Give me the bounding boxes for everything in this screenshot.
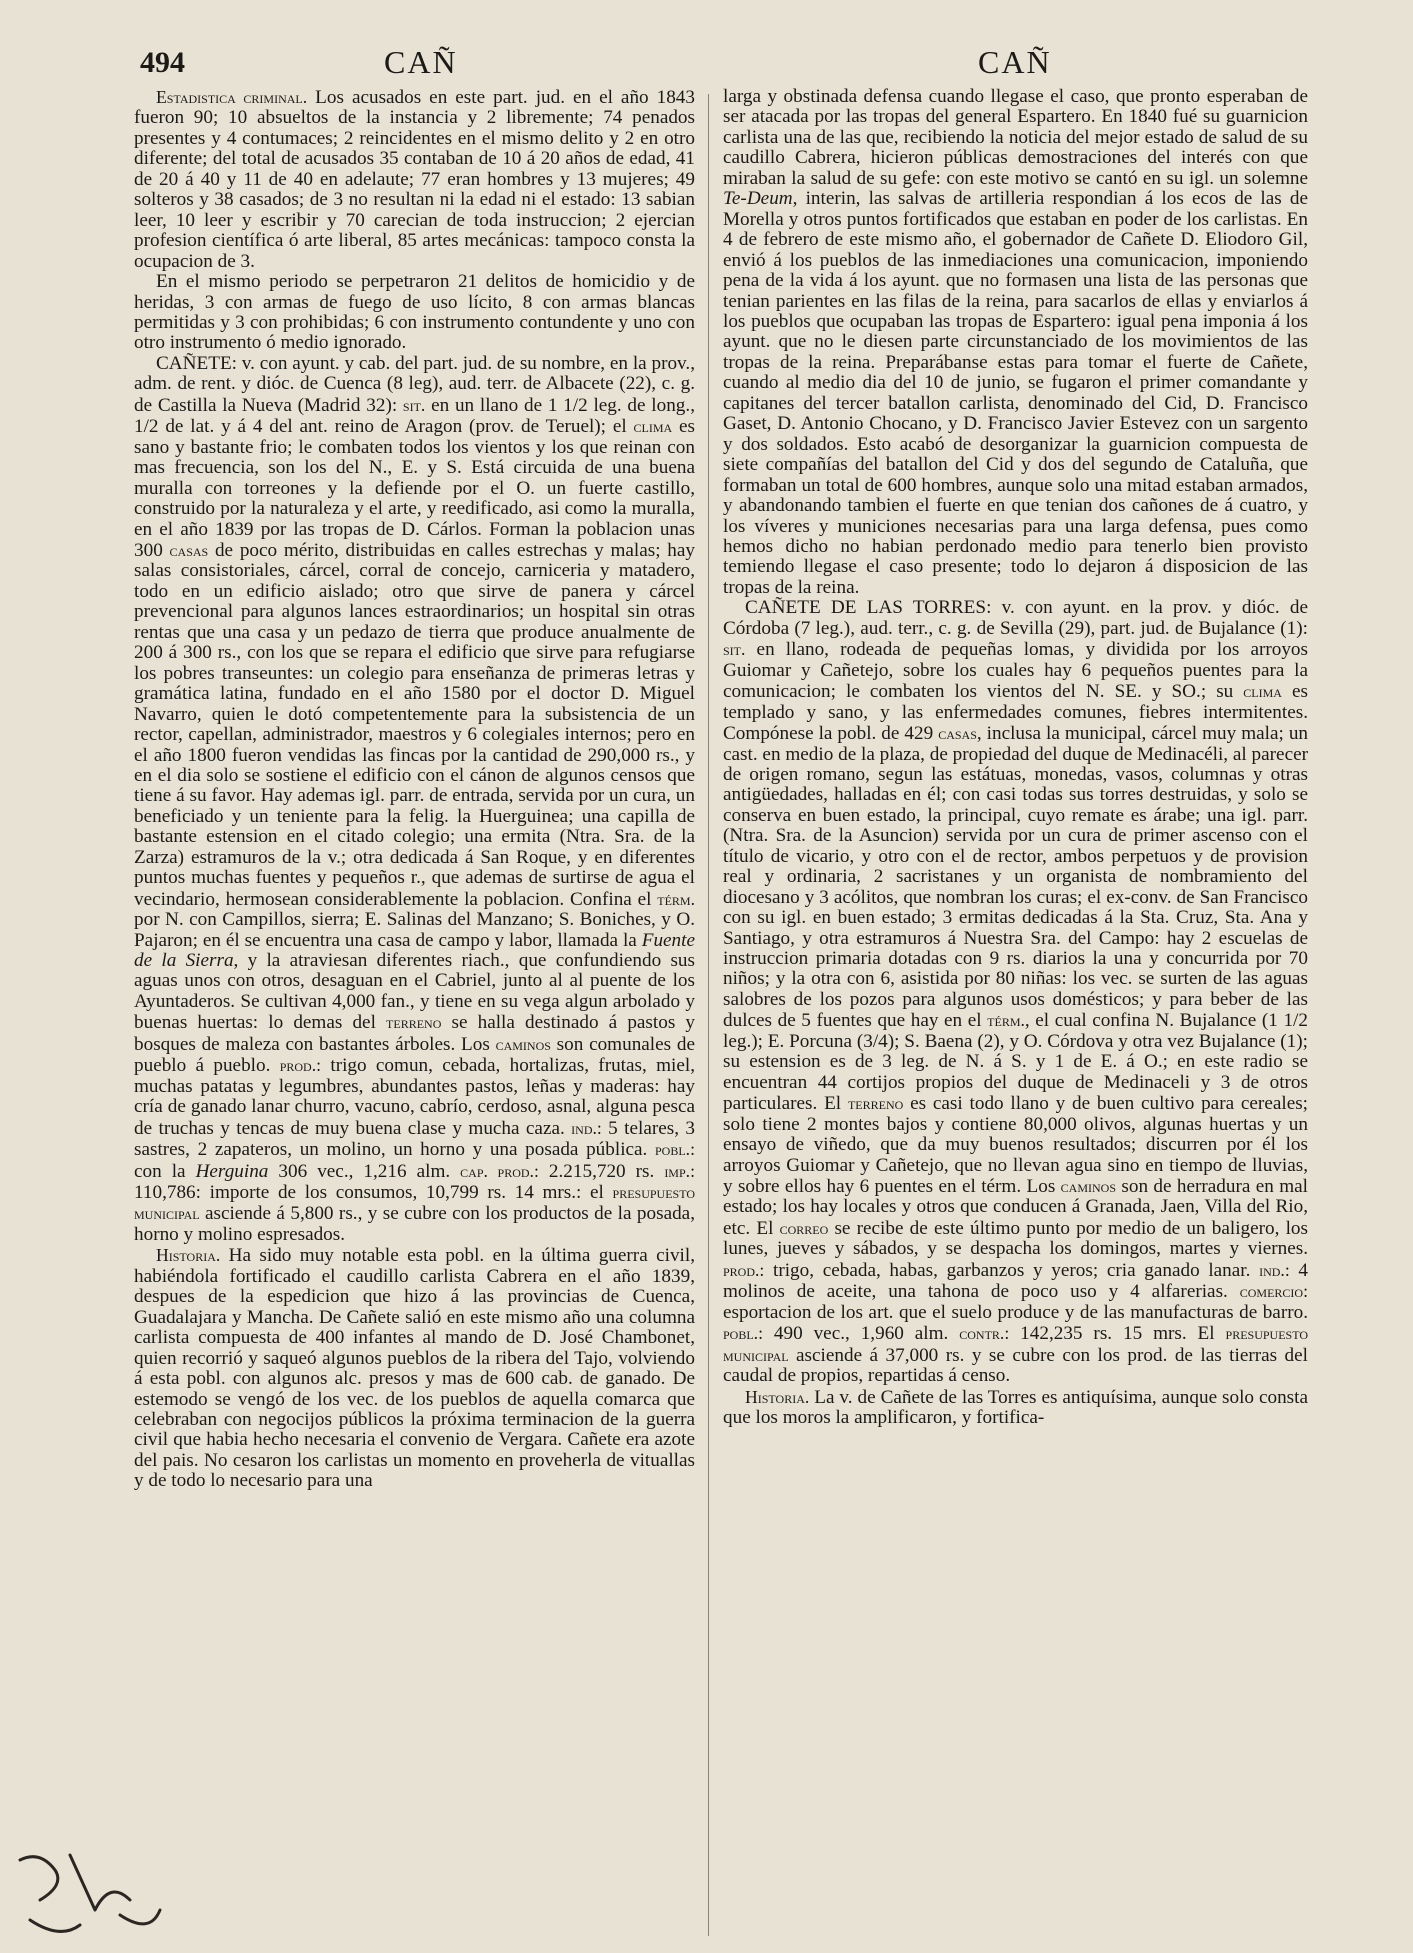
paragraph bbox=[134, 272, 695, 354]
small-caps-heading: terreno bbox=[386, 1012, 442, 1033]
text-run: es casi todo llano y de buen cultivo para cereales; solo tiene 2 montes bajos y contiene 80,000 olivos, algunas huertas y un ensayo de viñedo, que da muy buenos resultados; discurren por él los arroyos Guiomar y Cañetejo, que no llevan agua sino en tiempo de lluvias, y sobre ellos hay 6 puentes en el térm. Los bbox=[723, 1093, 1308, 1198]
small-caps-heading: caminos bbox=[1060, 1176, 1117, 1197]
small-caps-heading: caminos bbox=[495, 1033, 551, 1054]
paragraph bbox=[134, 87, 695, 272]
text-run: de poco mérito, distribuidas en calles estrechas y malas; hay salas consistoriales, cárcel, corral de concejo, carniceria y matadero, todo en un edificio aislado; otro que sirve de panera y cárcel prevencional para algunos lances estraordinarios; un hospital sin otras rentas que una casa y un pedazo de tierra que produce anualmente de 200 á 300 rs., con los que se repara el edificio que sirve para refugiarse los pobres transeuntes: un colegio para enseñanza de primeras letras y gramática latina, fundado en el año 1580 por el doctor D. Miguel Navarro, quien le dotó competentemente para la subsistencia de un rector, capellan, administrador, maestros y 6 colegiales internos; pero en el año 1800 fueron vendidas las fincas por la cantidad de 290,000 rs., y en el dia solo se sostiene el edificio con el cánon de algunos censos que tiene á su favor. Hay ademas igl. parr. de entrada, servida por un cura, un beneficiado y un teniente para la felig. la Huerguinea; una capilla de bastante estension en el citado colegio; una ermita (Ntra. Sra. de la Zarza) estramuros de la v.; otra dedicada á San Roque, y en diferentes puntos muchas fuentes y pequeños r., que ademas de surtirse de agua el vecindario, hermosean considerablemente la poblacion. Confina el bbox=[134, 539, 695, 910]
text-run: esportacion de los art. que el suelo produce y de las manufacturas de barro. bbox=[723, 1301, 1308, 1323]
text-run: 110,786: importe de los consumos, 10,799 rs. 14 mrs.: el bbox=[134, 1182, 613, 1204]
small-caps-heading: casas bbox=[938, 723, 977, 744]
italic-text: Fuente de la Sierra bbox=[134, 929, 695, 972]
text-run: Ha sido muy notable esta pobl. en la última guerra civil, habiéndola fortificado el caudillo carlista Cabrera en el año 1839, despues de la espedicion que hizo á las provincias de Cuenca, Guadalajara y Mancha. De Cañete salió en este mismo año una columna carlista compuesta de 400 infantes al mando de D. José Chambonet, quien recorrió y saqueó algunos pueblos de la ribera del Tajo, volviendo á esta pobl. con algunos alc. presos y mas de 600 cab. de ganado. De estemodo se vengó de los vec. de los pueblos de aquella comarca que celebraban con negocijos públicos la próxima terminacion de la guerra civil que habia hecho necesaria el convenio de Vergara. Cañete era azote del pais. No cesaron los carlistas un momento en proveherla de vituallas y de todo lo necesario para una bbox=[134, 1245, 695, 1492]
text-run: son comunales de pueblo á pueblo. bbox=[134, 1033, 695, 1077]
text-run: CAÑETE: v. con ayunt. y cab. del part. jud. de su nombre, en la prov., adm. de rent. y dióc. de Cuenca (8 leg), aud. terr. de Albacete (22), c. g. de Castilla la Nueva (Madrid 32): bbox=[134, 352, 695, 416]
handwritten-scribble-mark bbox=[0, 1840, 190, 1950]
text-run: en un llano de 1 1/2 leg. de long., 1/2 de lat. y á 4 del ant. reino de Aragon (prov. de Teruel); el bbox=[134, 394, 695, 438]
page-number: 494 bbox=[140, 46, 185, 79]
small-caps-heading: Historia. bbox=[156, 1245, 221, 1266]
text-run: 2.215,720 rs. bbox=[538, 1160, 665, 1182]
text-run: es templado y sano, y las enfermedades comunes, fiebres intermitentes. Compónese la pobl. de 429 bbox=[723, 681, 1308, 745]
small-caps-heading: ind.: bbox=[571, 1117, 602, 1138]
small-caps-heading: cap. prod.: bbox=[460, 1160, 539, 1181]
text-run: 490 vec., 1,960 alm. bbox=[763, 1323, 960, 1345]
small-caps-heading: pobl.: bbox=[723, 1323, 763, 1344]
paragraph bbox=[723, 1387, 1308, 1429]
small-caps-heading: pobl.: bbox=[655, 1139, 695, 1160]
paragraph bbox=[723, 598, 1308, 1386]
paragraph bbox=[134, 354, 695, 1245]
text-run: son de herradura en mal estado; los hay locales y otros que conducen á Granada, Jaen, Villa del Rio, etc. El bbox=[723, 1176, 1308, 1239]
small-caps-heading: imp.: bbox=[664, 1160, 695, 1181]
small-caps-heading: Historia. bbox=[745, 1386, 810, 1407]
text-run: , inclusa la municipal, cárcel muy mala; un cast. en medio de la plaza, de propiedad del duque de Medinacéli, al parecer de origen romano, segun las estátuas, monedas, vasos, columnas y otras antigüedades, halladas en él; con casi todas sus torres destruidas, y solo se conserva en buen estado, la principal, cuyo remate es árabe; una igl. parr. (Ntra. Sra. de la Asuncion) servida por un cura de primer ascenso con el título de vicario, y otro con el de rector, ambos perpetuos y de provision real y ordinaria, 2 sacristanes y un organista de nombramiento del diocesano y 3 acólitos, que nombran los curas; el ex-conv. de San Francisco con su igl. en buen estado; 3 ermitas dedicadas á la Sta. Cruz, Sta. Ana y Santiago, y otra estramuros á Nuestra Sra. del Campo: hay 2 escuelas de instruccion primaria dotadas con 9 rs. diarios la una y concurrida por 70 niños; y la otra con 6, asistida por 80 niñas: los vec. se surten de las aguas salobres de los pozos para algunos usos domésticos; y para beber de las dulces de 5 fuentes que hay en el bbox=[723, 723, 1308, 1032]
italic-text: Te-Deum bbox=[723, 188, 793, 210]
small-caps-heading: terreno bbox=[847, 1093, 904, 1114]
small-caps-heading: presupuesto municipal bbox=[723, 1323, 1308, 1365]
text-run: , interin, las salvas de artilleria respondian á los ecos de las de Morella y otros puntos fortificados que estaban en poder de los carlistas. En 4 de febrero de este mismo año, el gobernador de Cañete D. Eliodoro Gil, envió á los pueblos de las inmediaciones una comunicacion, imponiendo pena de la vida á los ayunt. que no formasen una lista de las personas que tenian parientes en las filas de la reina, para sacarlos de ellas y enviarlos á los pueblos que ocupaban las tropas de Espartero: igual pena imponia á los ayunt. que no le diesen parte circunstanciado de los movimientos de las tropas de la reina. Preparábanse estas para tomar el fuerte de Cañete, cuando al medio dia del 10 de junio, se fugaron el primer comandante y capitanes del tercer batallon carlista, denominado del Cid, D. Francisco Gaset, D. Antonio Chocano, y D. Francisco Javier Estevez con un sargento y dos soldados. Esto acabó de desorganizar la guarnicion compuesta de siete compañías del batallon del Cid y dos del segundo de Cataluña, que formaban un total de 600 hombres, aunque solo una mitad estaban armados, y abandonando tambien el fuerte en que tenian dos cañones de á cuatro, y los víveres y municiones necesarias para una larga defensa, pues como hemos dicho no habian perdonado medio para tenerlo bien provisto temiendo llegase el caso presente; todo lo dejaron á disposicion de las tropas de la reina. bbox=[723, 188, 1308, 598]
text-run: con la bbox=[134, 1160, 196, 1182]
text-run: por N. con Campillos, sierra; E. Salinas del Manzano; S. Boniches, y O. Pajaron; en él se encuentra una casa de campo y labor, llamada la bbox=[134, 909, 695, 951]
text-run: CAÑETE DE LAS TORRES: v. con ayunt. en la prov. y dióc. de Córdoba (7 leg.), aud. terr., c. g. de Sevilla (29), part. jud. de Bujalance (1): bbox=[723, 597, 1308, 639]
text-run: trigo comun, cebada, hortalizas, frutas, miel, muchas patatas y legumbres, abundantes pastos, leñas y maderas: hay cría de ganado lanar churro, vacuno, cabrío, cerdoso, asnal, alguna pesca de truchas y tencas de muy buena clase y mucha caza. bbox=[134, 1055, 695, 1139]
text-run: 306 vec., 1,216 alm. bbox=[268, 1160, 461, 1182]
text-run: , el cual confina N. Bujalance (1 1/2 leg.); E. Porcuna (3/4); S. Baena (2), y O. Córdova y otra vez Bujalance (1); su estension es de 3 leg. de N. á S. y 1 de E. á O.; en este radio se encuentran 44 cortijos propios del duque de Medinaceli y 3 de otros particulares. El bbox=[723, 1010, 1308, 1115]
italic-text: Herguina bbox=[195, 1160, 269, 1182]
paragraph bbox=[134, 1245, 695, 1491]
text-run: , y la atraviesan diferentes riach., que confundiendo sus aguas unos con otros, desaguan en el Cabriel, junto al al puente de los Ayuntaderos. Se cultivan 4,000 fan., y tiene en su vega algun arbolado y buenas huertas: lo demas del bbox=[134, 950, 695, 1034]
small-caps-heading: presupuesto municipal bbox=[134, 1182, 695, 1224]
small-caps-heading: prod.: bbox=[723, 1259, 765, 1280]
text-run: Los acusados en este part. jud. en el año 1843 fueron 90; 10 absueltos de la instancia y 2 libremente; 74 penados presentes y 4 contumaces; 2 reincidentes en el mismo delito y 2 en otro diferente; del total de acusados 35 contaban de 10 á 20 años de edad, 41 de 20 á 40 y 11 de 40 en adelaute; 77 eran hombres y 13 mujeres; 49 solteros y 38 casados; de 3 no resultan ni la edad ni el estado: 13 sabian leer, 10 leer y escribir y 70 carecian de toda instruccion; 2 ejercian profesion científica ó arte liberal, 85 artes mecánicas: tampoco consta la ocupacion de 3. bbox=[134, 87, 695, 272]
paragraph bbox=[723, 87, 1308, 598]
text-run: En el mismo periodo se perpetraron 21 delitos de homicidio y de heridas, 3 con armas de fuego de uso lícito, 8 con armas blancas permitidas y 3 con prohibidas; 6 con instrumento contundente y uno con otro instrumento ó medio ignorado. bbox=[134, 271, 695, 354]
small-caps-heading: ind.: bbox=[1259, 1259, 1290, 1280]
small-caps-heading: sit. bbox=[723, 639, 746, 660]
small-caps-heading: casas bbox=[169, 539, 209, 560]
small-caps-heading: correo bbox=[779, 1217, 829, 1238]
left-text-column bbox=[134, 87, 695, 1942]
small-caps-heading: comercio: bbox=[1239, 1281, 1308, 1302]
small-caps-heading: contr.: bbox=[959, 1323, 1010, 1344]
right-text-column bbox=[723, 87, 1308, 1942]
running-head-right: CAÑ bbox=[978, 44, 1052, 80]
column-rule bbox=[708, 94, 709, 1936]
text-run: trigo, cebada, habas, garbanzos y yeros; cria ganado lanar. bbox=[764, 1259, 1260, 1281]
running-head-left: CAÑ bbox=[384, 44, 458, 80]
small-caps-heading: Estadistica criminal. bbox=[156, 87, 308, 107]
text-run: La v. de Cañete de las Torres es antiquísima, aunque solo consta que los moros la amplificaron, y fortifica- bbox=[723, 1386, 1308, 1428]
small-caps-heading: térm. bbox=[657, 888, 695, 909]
text-run: 5 telares, 3 sastres, 2 zapateros, un molino, un horno y una posada pública. bbox=[134, 1117, 695, 1161]
text-run: se halla destinado á pastos y bosques de maleza con bastantes árboles. Los bbox=[134, 1012, 695, 1055]
small-caps-heading: clima bbox=[633, 416, 673, 437]
text-run: 4 molinos de aceite, una tahona de poco uso y 4 alfarerias. bbox=[723, 1259, 1308, 1303]
small-caps-heading: clima bbox=[1243, 681, 1282, 702]
text-run: larga y obstinada defensa cuando llegase el caso, que pronto esperaban de ser atacada por las tropas del general Espartero. En 1840 fué su guarnicion carlista una de las que, recibiendo la noticia del mejor estado de salud de su caudillo Cabrera, hicieron públicas demostraciones del interés con que miraban la salud de su gefe: con este motivo se cantó en su igl. un solemne bbox=[723, 87, 1308, 189]
text-run: es sano y bastante frio; le combaten todos los vientos y los que reinan con mas frecuencia, son los del N., E. y S. Está circuida de una buena muralla con torreones y la defiende por el O. un fuerte castillo, construido por la naturaleza y el arte, y reedificado, asi como la muralla, en el año 1839 por las tropas de D. Cárlos. Forman la poblacion unas 300 bbox=[134, 416, 695, 561]
small-caps-heading: prod.: bbox=[279, 1055, 322, 1076]
text-run: 142,235 rs. 15 mrs. El bbox=[1009, 1323, 1226, 1345]
text-run: asciende á 5,800 rs., y se cubre con los productos de la posada, horno y molino espresados. bbox=[134, 1203, 695, 1245]
text-run: se recibe de este último punto por medio de un baligero, los lunes, jueves y sábados, y se despacha los domingos, martes y viernes. bbox=[723, 1217, 1308, 1260]
small-caps-heading: sit. bbox=[402, 394, 426, 415]
small-caps-heading: térm. bbox=[987, 1010, 1025, 1031]
text-run: asciende á 37,000 rs. y se cubre con los prod. de las tierras del caudal de propios, repartidas á censo. bbox=[723, 1344, 1308, 1387]
text-run: en llano, rodeada de pequeñas lomas, y dividida por los arroyos Guiomar y Cañetejo, sobre los cuales hay 6 pequeños puentes para la comunicacion; le combaten los vientos del N. SE. y SO.; su bbox=[723, 639, 1308, 703]
